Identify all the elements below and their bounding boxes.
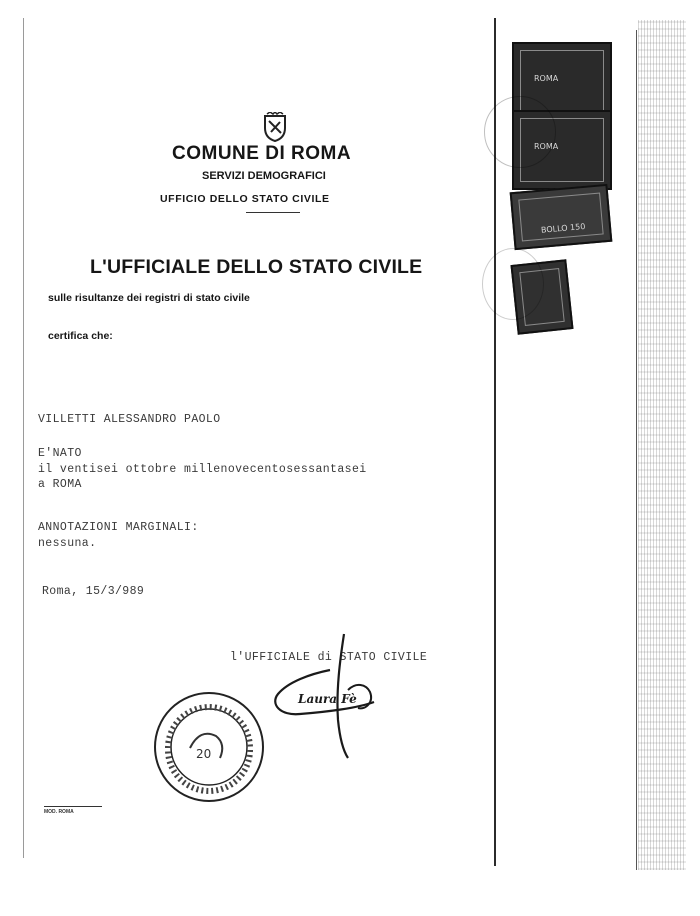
rome-crest-icon	[262, 112, 288, 142]
revenue-stamp-3	[510, 184, 613, 250]
stamp-cancellation-mark	[484, 96, 559, 168]
signature-name: Laura Fè	[298, 692, 357, 706]
office-heading: UFFICIO DELLO STATO CIVILE	[160, 193, 330, 205]
stamp-label: BOLLO 150	[540, 221, 586, 235]
office-underline	[246, 212, 300, 213]
stamp-cancellation-mark	[482, 248, 544, 320]
scan-noise-strip	[638, 20, 686, 870]
form-code: MOD. ROMA	[44, 809, 74, 815]
annotations-label: ANNOTAZIONI MARGINALI:	[38, 521, 199, 534]
place-date: Roma, 15/3/989	[42, 585, 145, 598]
certificate-intro: sulle risultanze dei registri di stato civile	[48, 292, 250, 304]
department-heading: SERVIZI DEMOGRAFICI	[202, 170, 326, 182]
official-signature-line: l'UFFICIALE di STATO CIVILE	[230, 651, 428, 664]
circular-official-seal	[150, 688, 268, 806]
stamp-label: ROMA	[534, 142, 559, 151]
seal-legend	[130, 810, 131, 811]
annotations-value: nessuna.	[38, 537, 97, 550]
stamp-label: ROMA	[534, 74, 559, 83]
form-code-rule	[44, 806, 102, 807]
birth-date: il ventisei ottobre millenovecentosessantasei	[38, 463, 367, 476]
person-name: VILLETTI ALESSANDRO PAOLO	[38, 413, 221, 426]
certificate-title: L'UFFICIALE DELLO STATO CIVILE	[90, 256, 423, 278]
svg-text:20: 20	[196, 747, 212, 761]
city-heading: COMUNE DI ROMA	[172, 143, 352, 164]
birth-place: a ROMA	[38, 478, 82, 491]
born-label: E'NATO	[38, 447, 82, 460]
right-edge-line	[636, 30, 637, 870]
certifies-label: certifica che:	[48, 330, 113, 342]
left-margin-line	[23, 18, 24, 858]
stamp-frame	[518, 193, 603, 242]
